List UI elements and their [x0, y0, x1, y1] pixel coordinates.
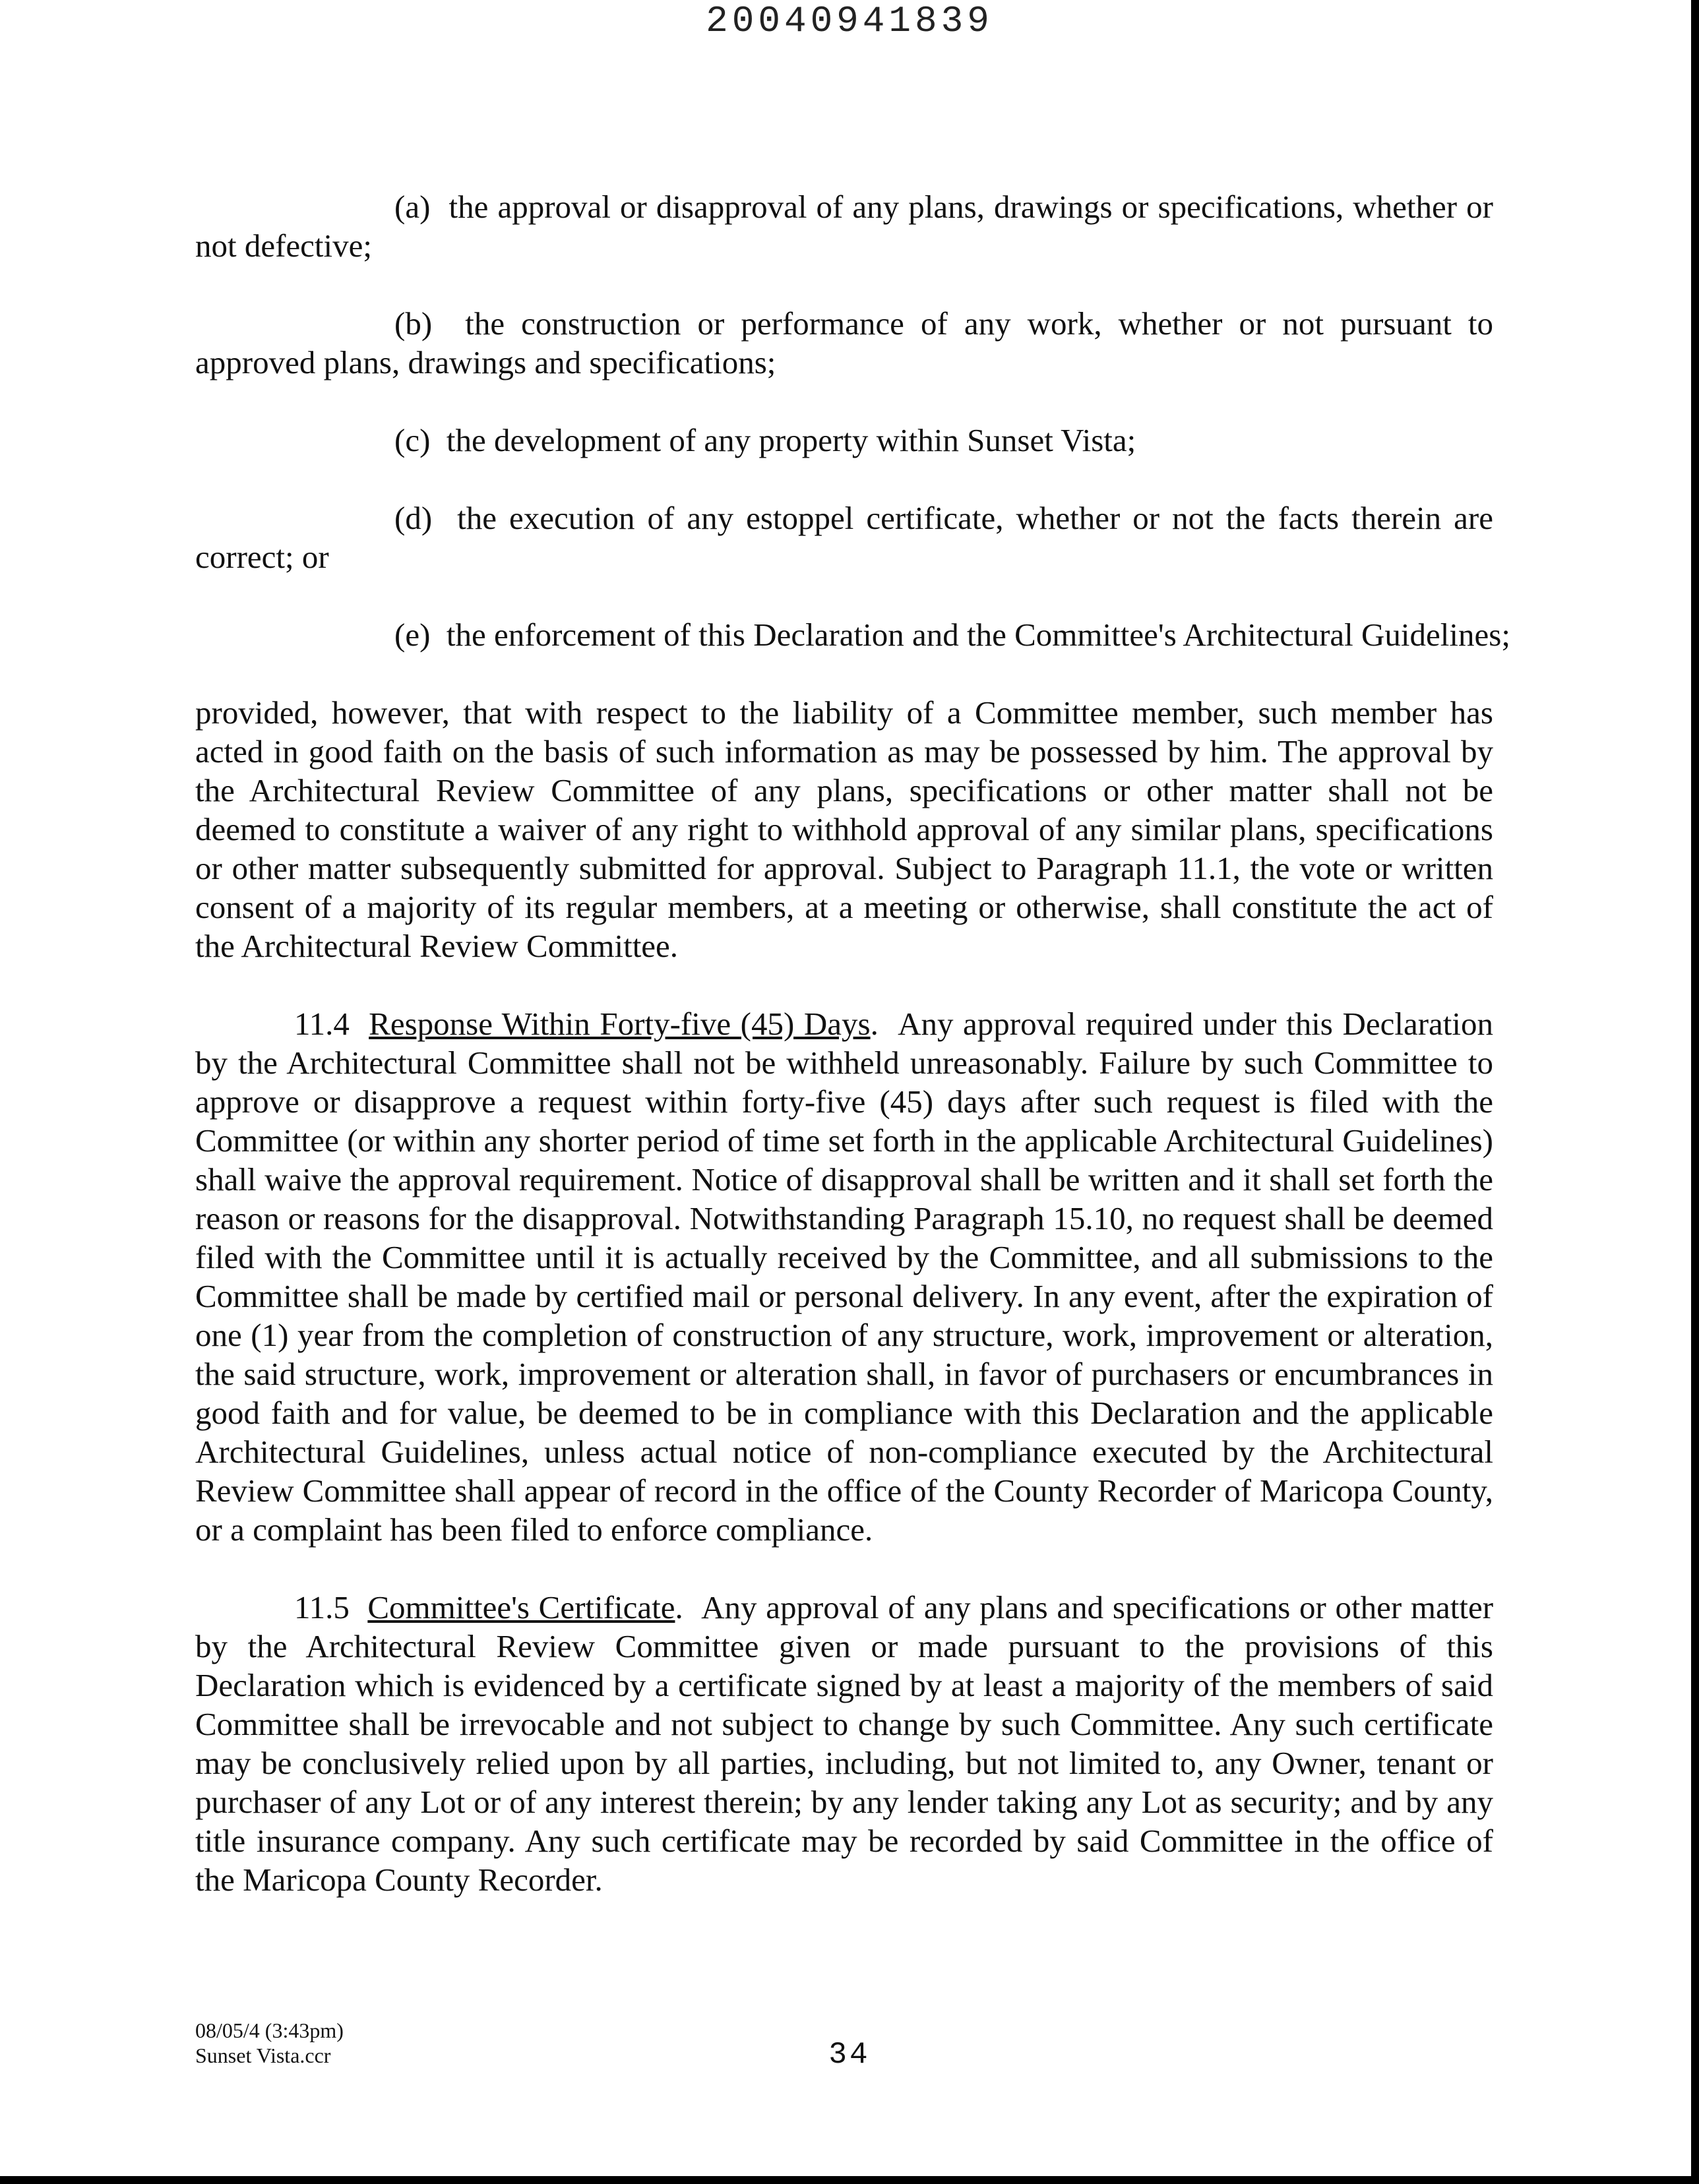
list-item-c	[195, 421, 1493, 460]
item-text: the development of any property within Sunset Vista;	[446, 422, 1136, 458]
scan-border-bottom	[0, 2176, 1699, 2184]
list-item-e	[195, 615, 1510, 654]
item-label: (e)	[394, 617, 431, 653]
section-body: Any approval of any plans and specifications or other matter by the Architectural Review Committee given or made pursuant to the provisions of this Declaration which is evidenced by a certificate signed by at least a majority of the members of said Committee shall be irrevocable and not subject to change by such Committee. Any such certificate may be conclusively relied upon by all parties, including, but not limited to, any Owner, tenant or purchaser of any Lot or of any interest therein; by any lender taking any Lot as security; and by any title insurance company. Any such certificate may be recorded by said Committee in the office of the Maricopa County Recorder.	[195, 1589, 1494, 1898]
list-item-b	[195, 304, 1493, 382]
scan-border-right	[1691, 0, 1699, 2184]
item-label: (a)	[394, 189, 431, 225]
proviso-paragraph: provided, however, that with respect to the liability of a Committee member, such member has acted in good faith on the basis of such information as may be possessed by him. The approval by the Architectural Review Committee of any plans, specifications or other matter shall not be deemed to constitute a waiver of any right to withhold approval of any similar plans, specifications or other matter subsequently submitted for approval. Subject to Paragraph 11.1, the vote or written consent of a majority of its regular members, at a meeting or otherwise, shall constitute the act of the Architectural Review Committee.	[195, 694, 1493, 964]
item-label: (d)	[394, 500, 433, 536]
section-11-4: 11.4 Response Within Forty-five (45) Days. Any approval required under this Declaration by the Architectural Committee shall not be withheld unreasonably. Failure by such Committee to approve or disapprove a request within forty-five (45) days after such request is filed with the Committee (or within any shorter period of time set forth in the applicable Architectural Guidelines) shall waive the approval requirement. Notice of disapproval shall be written and it shall set forth the reason or reasons for the disapproval. Notwithstanding Paragraph 15.10, no request shall be deemed filed with the Committee until it is actually received by the Committee, and all submissions to the Committee shall be made by certified mail or personal delivery. In any event, after the expiration of one (1) year from the completion of construction of any structure, work, improvement or alteration, the said structure, work, improvement or alteration shall, in favor of purchasers or encumbrances in good faith and for value, be deemed to be in compliance with this Declaration and the applicable Architectural Guidelines, unless actual notice of non-compliance executed by the Architectural Review Committee shall appear of record in the office of the County Recorder of Maricopa County, or a complaint has been filed to enforce compliance.	[195, 1006, 1494, 1548]
section-number: 11.4	[294, 1006, 350, 1042]
document-number: 20040941839	[706, 0, 993, 42]
section-number: 11.5	[294, 1589, 350, 1625]
list-item-d	[195, 499, 1493, 576]
item-text: the construction or performance of any work, whether or not pursuant to approved plans, drawings and specifications;	[195, 305, 1494, 380]
section-heading: Committee's Certificate	[367, 1589, 675, 1625]
footer-filename: Sunset Vista.ccr	[195, 2044, 331, 2067]
footer-date: 08/05/4 (3:43pm)	[195, 2018, 344, 2042]
section-11-5: 11.5 Committee's Certificate. Any approval of any plans and specifications or other matter by the Architectural Review Committee given or made pursuant to the provisions of this Declaration which is evidenced by a certificate signed by at least a majority of the members of said Committee shall be irrevocable and not subject to change by such Committee. Any such certificate may be conclusively relied upon by all parties, including, but not limited to, any Owner, tenant or purchaser of any Lot or of any interest therein; by any lender taking any Lot as security; and by any title insurance company. Any such certificate may be recorded by said Committee in the office of the Maricopa County Recorder.	[195, 1589, 1494, 1898]
item-text: the enforcement of this Declaration and the Committee's Architectural Guidelines;	[446, 617, 1510, 653]
item-label: (c)	[394, 422, 431, 458]
section-heading: Response Within Forty-five (45) Days	[369, 1006, 871, 1042]
item-text: the execution of any estoppel certificate, whether or not the facts therein are correct; or	[195, 500, 1493, 575]
document-body	[195, 187, 1510, 1938]
page-number: 34	[828, 2038, 871, 2072]
list-item-a	[195, 187, 1493, 265]
item-label: (b)	[394, 305, 433, 342]
section-body: Any approval required under this Declaration by the Architectural Committee shall not be withheld unreasonably. Failure by such Committee to approve or disapprove a request within forty-five (45) days after such request is filed with the Committee (or within any shorter period of time set forth in the applicable Architectural Guidelines) shall waive the approval requirement. Notice of disapproval shall be written and it shall set forth the reason or reasons for the disapproval. Notwithstanding Paragraph 15.10, no request shall be deemed filed with the Committee until it is actually received by the Committee, and all submissions to the Committee shall be made by certified mail or personal delivery. In any event, after the expiration of one (1) year from the completion of construction of any structure, work, improvement or alteration, the said structure, work, improvement or alteration shall, in favor of purchasers or encumbrances in good faith and for value, be deemed to be in compliance with this Declaration and the applicable Architectural Guidelines, unless actual notice of non-compliance executed by the Architectural Review Committee shall appear of record in the office of the County Recorder of Maricopa County, or a complaint has been filed to enforce compliance.	[195, 1006, 1494, 1548]
item-text: the approval or disapproval of any plans, drawings or specifications, whether or not defective;	[195, 189, 1493, 264]
